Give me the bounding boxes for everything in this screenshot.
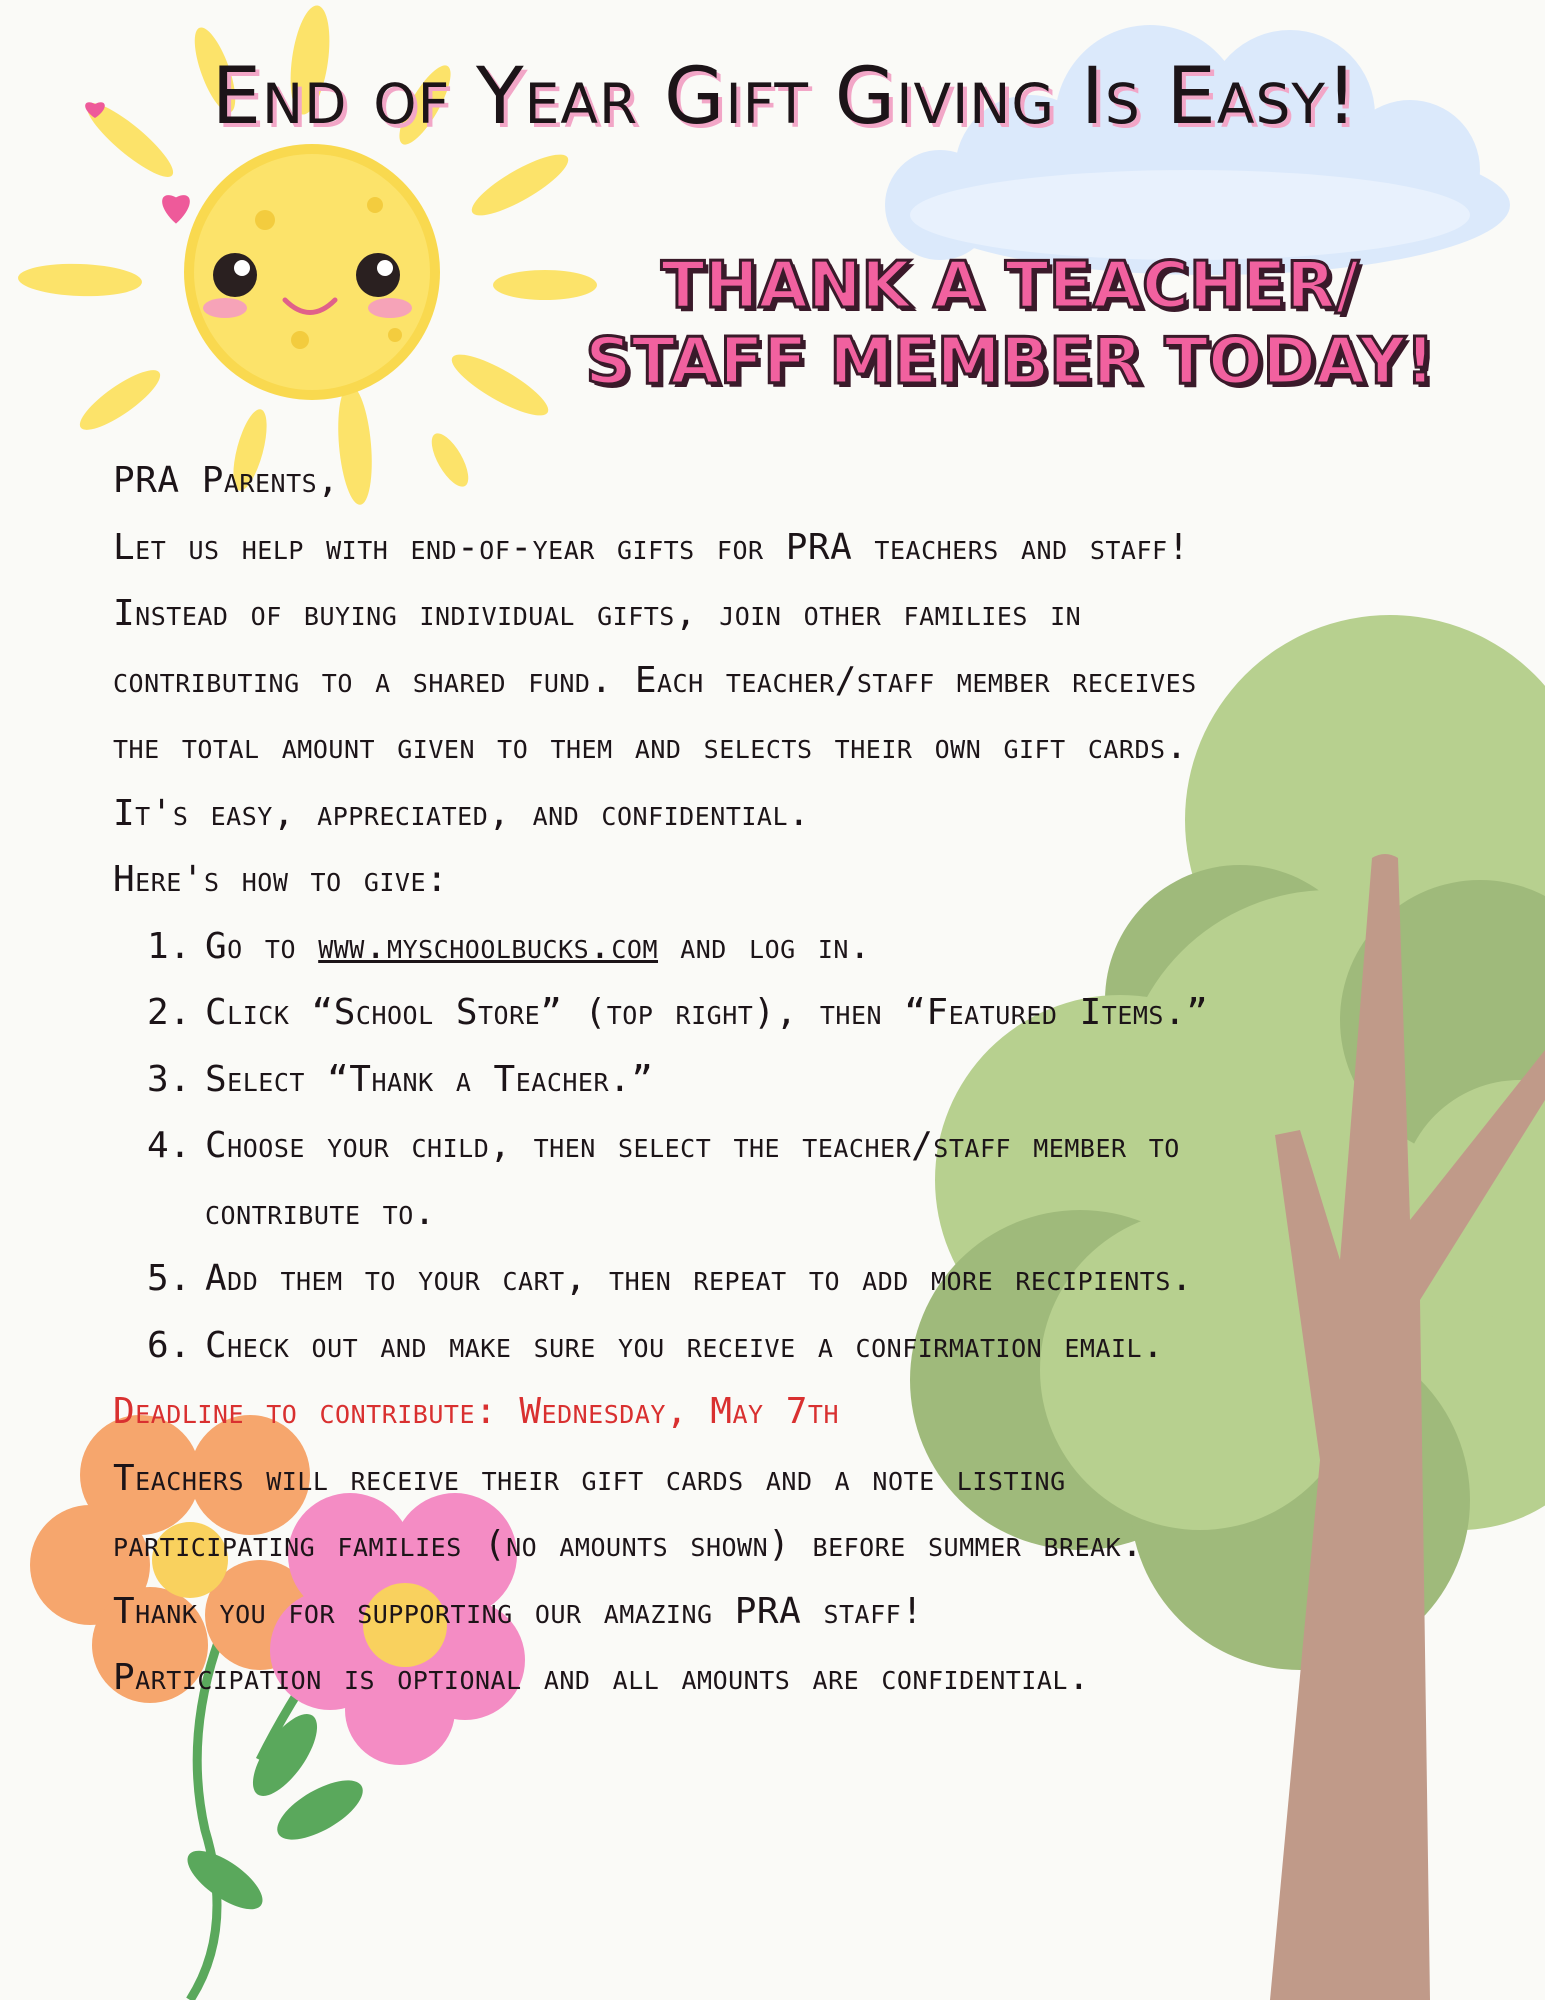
subtitle-line: THANK A TEACHER/ — [661, 249, 1359, 323]
deadline-notice: Deadline to contribute: Wednesday, May 7th — [113, 1391, 840, 1432]
step-number: 6. — [147, 1324, 192, 1366]
step-text: Add them to your cart, then repeat to add more recipients. — [205, 1258, 1194, 1299]
step-text: contribute to. — [205, 1191, 436, 1233]
step-number: 4. — [147, 1125, 192, 1166]
step-text: Select “Thank a Teacher.” — [205, 1058, 654, 1100]
closing-line: Teachers will receive their gift cards and a note listing — [113, 1457, 1066, 1499]
intro-line: the total amount given to them and selects their own gift cards. — [113, 726, 1188, 767]
step-text: Choose your child, then select the teacher/staff member to — [205, 1125, 1180, 1166]
step-text: Click “School Store” (top right), then “Featured Items.” — [205, 992, 1209, 1033]
step-number: 3. — [147, 1058, 192, 1100]
intro-line: It's easy, appreciated, and confidential. — [113, 792, 811, 834]
step-item — [147, 914, 1433, 981]
step-item — [147, 980, 1433, 1047]
step-text: and log in. — [658, 925, 872, 967]
step-item — [147, 1246, 1433, 1313]
letter-body — [113, 448, 1433, 1712]
step-number: 2. — [147, 992, 192, 1033]
how-to-heading: Here's how to give: — [113, 859, 449, 900]
steps-list — [113, 914, 1433, 1380]
subtitle-line: STAFF MEMBER TODAY! — [585, 325, 1435, 399]
heart-icon — [162, 195, 190, 224]
closing-line: participating families (no amounts shown) before summer break. — [113, 1524, 1144, 1565]
step-text: Check out and make sure you receive a confirmation email. — [205, 1324, 1165, 1366]
intro-line: Let us help with end-of-year gifts for PRA teachers and staff! — [113, 526, 1190, 568]
closing-line: Thank you for supporting our amazing PRA staff! — [113, 1590, 924, 1632]
closing-line: Participation is optional and all amounts are confidential. — [113, 1657, 1091, 1698]
intro-line: contributing to a shared fund. Each teacher/staff member receives — [113, 659, 1197, 701]
step-item — [147, 1047, 1433, 1114]
subtitle — [520, 248, 1500, 400]
step-item — [147, 1313, 1433, 1380]
myschoolbucks-link[interactable]: www.myschoolbucks.com — [318, 925, 659, 967]
page-title: End of Year Gift Giving Is Easy! — [211, 52, 1359, 142]
step-number: 5. — [147, 1258, 192, 1299]
step-number: 1. — [147, 925, 192, 967]
step-item — [147, 1113, 1433, 1246]
step-text: Go to — [205, 925, 319, 967]
greeting: PRA Parents, — [113, 460, 340, 501]
intro-line: Instead of buying individual gifts, join other families in — [113, 593, 1082, 634]
